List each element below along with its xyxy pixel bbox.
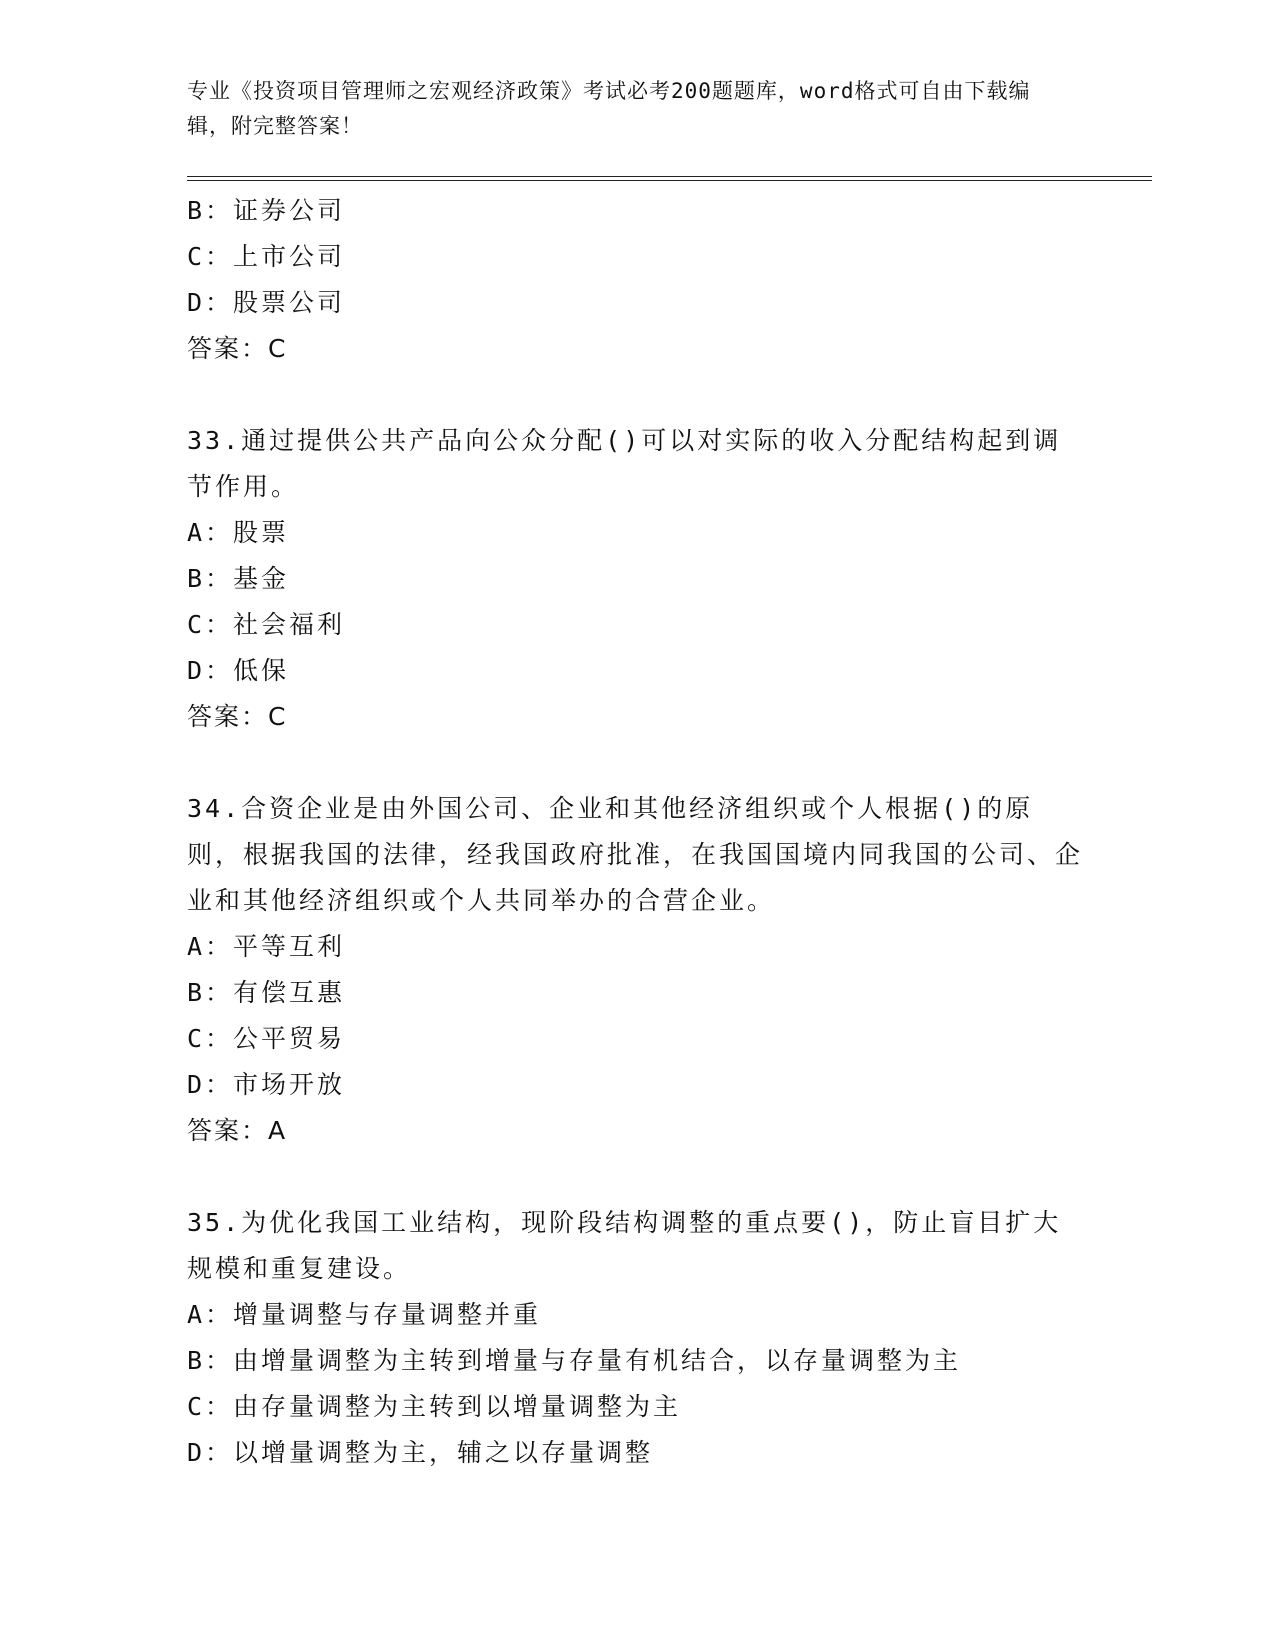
option-b: B：证券公司: [187, 196, 346, 225]
question-34: [187, 786, 1087, 1154]
option-d: D：以增量调整为主，辅之以存量调整: [187, 1438, 654, 1467]
option-a: A：平等互利: [187, 932, 346, 961]
header-divider: [187, 176, 1152, 181]
option-d: D：低保: [187, 656, 290, 685]
option-c: C：由存量调整为主转到以增量调整为主: [187, 1392, 682, 1421]
question-text: 34.合资企业是由外国公司、企业和其他经济组织或个人根据()的原则，根据我国的法律，经我国政府批准，在我国国境内同我国的公司、企业和其他经济组织或个人共同举办的合营企业。: [187, 794, 1084, 915]
option-b: B：由增量调整为主转到增量与存量有机结合，以存量调整为主: [187, 1346, 962, 1375]
option-d: D：市场开放: [187, 1070, 346, 1099]
answer-line: 答案：C: [187, 702, 288, 731]
question-35: [187, 1200, 1087, 1476]
document-header: 专业《投资项目管理师之宏观经济政策》考试必考200题题库，word格式可自由下载编辑，附完整答案！: [187, 79, 1031, 138]
question-list: [187, 188, 1087, 1476]
option-d: D：股票公司: [187, 288, 346, 317]
answer-line: 答案：C: [187, 334, 288, 363]
option-c: C：上市公司: [187, 242, 346, 271]
previous-question-continuation: [187, 188, 1087, 372]
question-text: 33.通过提供公共产品向公众分配()可以对实际的收入分配结构起到调节作用。: [187, 426, 1062, 501]
option-b: B：基金: [187, 564, 290, 593]
option-a: A：股票: [187, 518, 290, 547]
question-text: 35.为优化我国工业结构，现阶段结构调整的重点要()，防止盲目扩大规模和重复建设。: [187, 1208, 1062, 1283]
answer-line: 答案：A: [187, 1116, 288, 1145]
option-c: C：社会福利: [187, 610, 346, 639]
question-33: [187, 418, 1087, 740]
option-a: A：增量调整与存量调整并重: [187, 1300, 542, 1329]
option-b: B：有偿互惠: [187, 978, 346, 1007]
option-c: C：公平贸易: [187, 1024, 346, 1053]
